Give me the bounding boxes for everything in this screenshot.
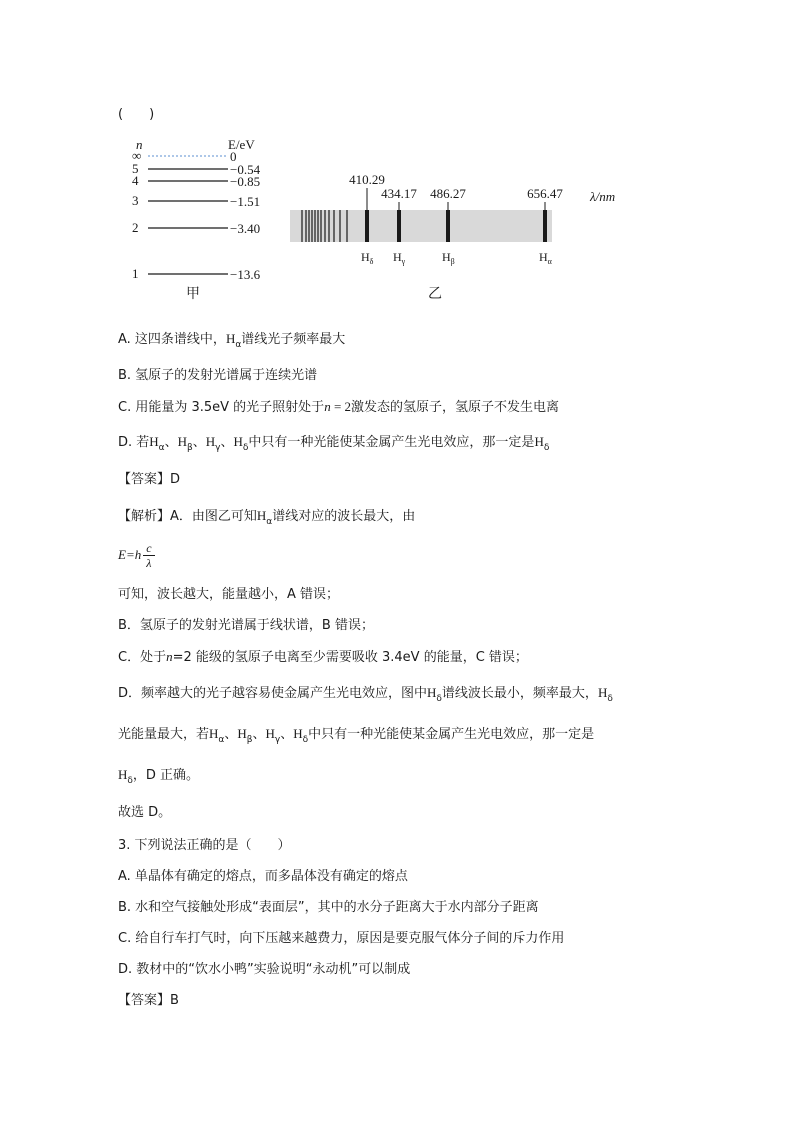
level-n-label: 3 bbox=[132, 193, 139, 208]
energy-level-4 bbox=[132, 173, 260, 189]
h-symbol: H bbox=[265, 726, 275, 741]
h-symbol: H bbox=[177, 434, 188, 449]
energy-level-∞ bbox=[132, 148, 237, 164]
analysis-a2: 可知，波长越大，能量越小，A 错误； bbox=[118, 587, 340, 602]
separator: 、 bbox=[252, 727, 266, 742]
h-subscript: α bbox=[158, 443, 165, 453]
analysis-d3: $H_\delta$，D 正确。 bbox=[118, 767, 200, 786]
level-energy-label: 0 bbox=[230, 149, 237, 164]
level-n-label: 5 bbox=[132, 161, 139, 176]
separator: 、 bbox=[192, 435, 206, 450]
energy-axis-label: E/eV bbox=[228, 137, 255, 152]
question-3-stem: 3. 下列说法正确的是（ ） bbox=[118, 838, 291, 853]
h-subscript: γ bbox=[274, 735, 281, 745]
option-3b: B. 水和空气接触处形成“表面层”，其中的水分子距离大于水内部分子距离 bbox=[118, 900, 539, 915]
caption-yi: 乙 bbox=[428, 287, 442, 302]
line-name-label: $H_\beta$ bbox=[442, 250, 455, 266]
n-axis-label: n bbox=[136, 137, 143, 152]
separator: 、 bbox=[224, 727, 238, 742]
spectral-line-bar bbox=[446, 210, 450, 242]
option-3c: C. 给自行车打气时，向下压越来越费力，原因是要克服气体分子间的斥力作用 bbox=[118, 931, 565, 946]
line-name-label: $H_\alpha$ bbox=[539, 250, 552, 266]
option-2a: A. 这四条谱线中，$H_\alpha$谱线光子频率最大 bbox=[118, 331, 346, 350]
wavelength-label: 434.17 bbox=[381, 186, 417, 201]
line-name-label: $H_\delta$ bbox=[361, 250, 374, 266]
spectrum-diagram bbox=[290, 172, 615, 302]
spectral-line-bar bbox=[397, 210, 401, 242]
analysis-c: C．处于n=2 能级的氢原子电离至少需要吸收 3.4eV 的能量，C 错误； bbox=[118, 649, 528, 665]
option-3d: D. 教材中的“饮水小鸭”实验说明“永动机”可以制成 bbox=[118, 962, 411, 977]
h-subscript: β bbox=[187, 443, 193, 453]
analysis-d1: D．频率越大的光子越容易使金属产生光电效应，图中$H_\delta$谱线波长最小，频率最大，$H_\delta$ bbox=[118, 685, 613, 704]
h-symbol: H bbox=[149, 434, 159, 449]
h-symbol: H bbox=[233, 434, 243, 449]
level-n-label: 2 bbox=[132, 220, 139, 235]
line-name-label: $H_\gamma$ bbox=[393, 250, 406, 266]
level-n-label: 1 bbox=[132, 266, 139, 281]
energy-level-3 bbox=[132, 193, 260, 209]
answer-2: 【答案】D bbox=[118, 472, 181, 487]
energy-level-1 bbox=[132, 266, 261, 282]
option-2b: B. 氢原子的发射光谱属于连续光谱 bbox=[118, 368, 318, 383]
separator: 、 bbox=[280, 727, 294, 742]
level-energy-label: −1.51 bbox=[230, 194, 261, 209]
h-symbol: H bbox=[209, 726, 219, 741]
h-subscript: γ bbox=[215, 443, 221, 453]
wavelength-label: 410.29 bbox=[349, 172, 385, 187]
analysis-a: 【解析】A．由图乙可知$H_\alpha$谱线对应的波长最大，由 bbox=[118, 508, 416, 527]
energy-level-2 bbox=[132, 220, 260, 236]
wavelength-label: 656.47 bbox=[527, 186, 563, 201]
spectral-line-bar bbox=[543, 210, 547, 242]
level-n-label: 4 bbox=[132, 173, 139, 188]
option-2c: C. 用能量为 3.5eV 的光子照射处于n = 2激发态的氢原子，氢原子不发生电离 bbox=[118, 399, 560, 415]
level-n-label: ∞ bbox=[132, 148, 142, 163]
h-symbol: H bbox=[205, 434, 216, 449]
analysis-b: B．氢原子的发射光谱属于线状谱，B 错误； bbox=[118, 618, 374, 633]
option-2d: D. 若$H_\alpha$、$H_\beta$、$H_\gamma$、$H_\delta$中只有一种光能使某金属产生光电效应，那一定是$H_\delta$ bbox=[118, 434, 550, 453]
spectral-line-bar bbox=[365, 210, 369, 242]
separator: 、 bbox=[220, 435, 234, 450]
level-energy-label: −3.40 bbox=[230, 221, 261, 236]
caption-jia: 甲 bbox=[186, 287, 200, 302]
hydrogen-spectrum-figure bbox=[118, 128, 618, 308]
conclusion: 故选 D。 bbox=[118, 805, 172, 820]
energy-level-diagram bbox=[132, 137, 261, 302]
formula: E=h $\frac{c}{\lambda}$ bbox=[118, 541, 155, 570]
answer-3: 【答案】B bbox=[118, 993, 179, 1008]
option-3a: A. 单晶体有确定的熔点，而多晶体没有确定的熔点 bbox=[118, 869, 408, 884]
level-energy-label: −0.85 bbox=[230, 174, 261, 189]
analysis-d2: 光能量最大，若$H_\alpha$、$H_\beta$、$H_\gamma$、$H_\delta$中只有一种光能使某金属产生光电效应，那一定是 bbox=[118, 726, 595, 745]
h-subscript: δ bbox=[242, 443, 249, 453]
level-energy-label: −13.6 bbox=[230, 267, 261, 282]
h-subscript: δ bbox=[302, 735, 309, 745]
wavelength-label: 486.27 bbox=[430, 186, 466, 201]
h-subscript: α bbox=[218, 735, 225, 745]
question-paren: ( ) bbox=[118, 107, 155, 122]
level-energy-label: −0.54 bbox=[230, 162, 261, 177]
separator: 、 bbox=[164, 435, 178, 450]
wavelength-unit: λ/nm bbox=[590, 189, 616, 204]
h-symbol: H bbox=[237, 726, 247, 741]
h-subscript: β bbox=[246, 735, 253, 745]
h-symbol: H bbox=[293, 726, 303, 741]
